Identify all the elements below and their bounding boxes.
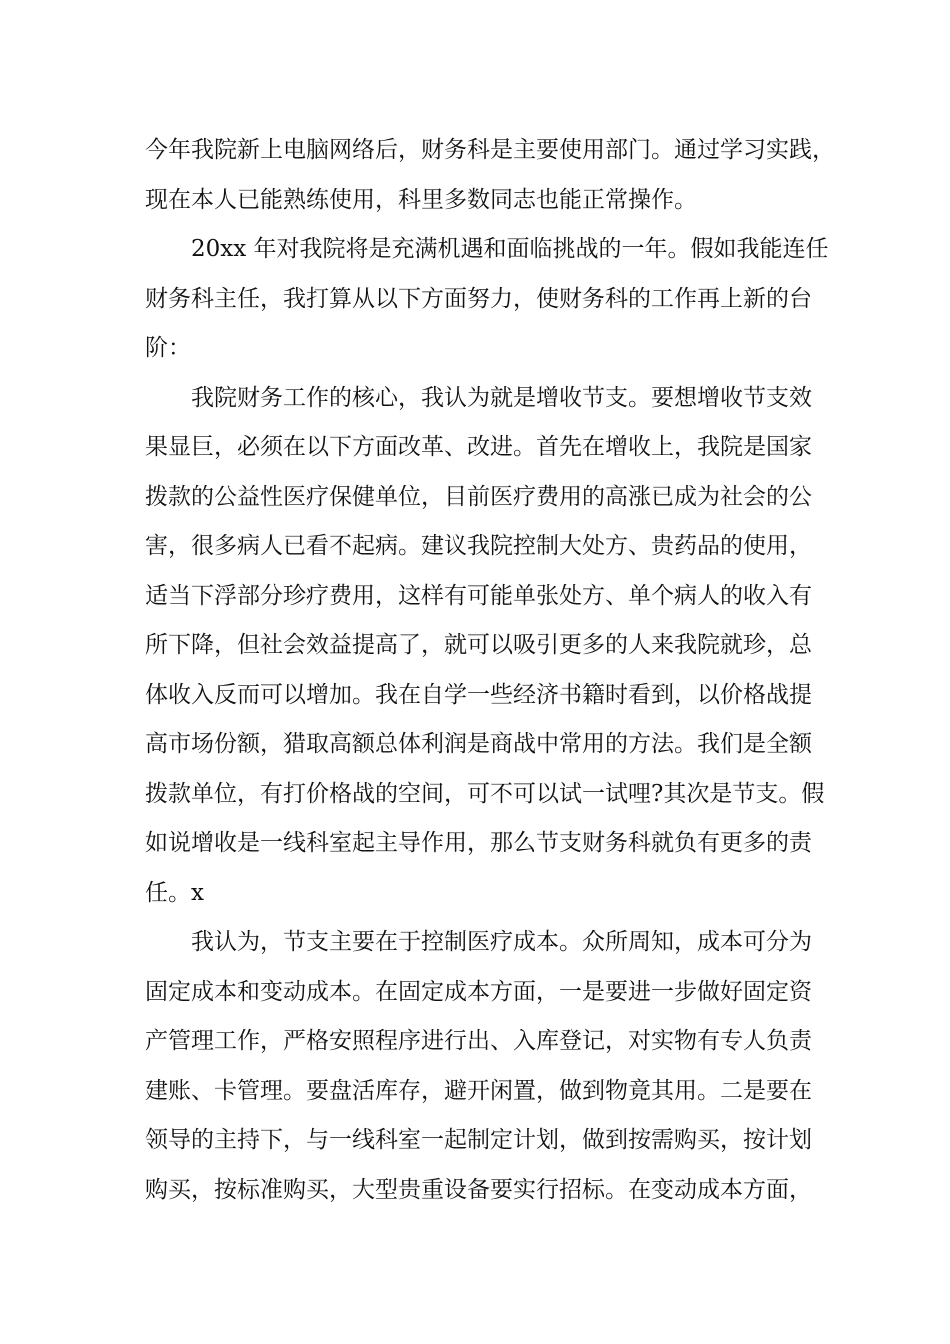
text-line: 果显巨，必须在以下方面改革、改进。首先在增收上，我院是国家 — [145, 434, 812, 460]
text-line: 20xx 年对我院将是充满机遇和面临挑战的一年。假如我能连任 — [145, 236, 829, 262]
text-line: 固定成本和变动成本。在固定成本方面，一是要进一步做好固定资 — [145, 978, 812, 1005]
text-line: 领导的主持下，与一线科室一起制定计划，做到按需购买，按计划 — [145, 1127, 812, 1153]
text-line: 拨款单位，有打价格战的空间，可不可以试一试哩?其次是节支。假 — [145, 780, 825, 807]
text-line: 害，很多病人已看不起病。建议我院控制大处方、贵药品的使用， — [145, 533, 812, 559]
text-line: 我认为，节支主要在于控制医疗成本。众所周知，成本可分为 — [145, 929, 812, 955]
text-line: 适当下浮部分珍疗费用，这样有可能单张处方、单个病人的收入有 — [145, 582, 812, 609]
text-line: 购买，按标准购买，大型贵重设备要实行招标。在变动成本方面， — [145, 1176, 812, 1203]
text-line: 财务科主任，我打算从以下方面努力，使财务科的工作再上新的台 — [145, 285, 812, 312]
text-line: 如说增收是一线科室起主导作用，那么节支财务科就负有更多的责 — [145, 830, 812, 856]
paragraph — [145, 374, 845, 919]
text-line: 今年我院新上电脑网络后，财务科是主要使用部门。通过学习实践， — [145, 137, 835, 163]
text-line: 阶： — [145, 335, 191, 361]
text-line: 体收入反而可以增加。我在自学一些经济书籍时看到，以价格战提 — [145, 681, 812, 708]
text-line: 现在本人已能熟练使用，科里多数同志也能正常操作。 — [145, 186, 697, 213]
text-line: 我院财务工作的核心，我认为就是增收节支。要想增收节支效 — [145, 384, 812, 411]
text-line: 所下降，但社会效益提高了，就可以吸引更多的人来我院就珍，总 — [145, 632, 812, 658]
text-line: 任。x — [145, 879, 204, 906]
text-line: 建账、卡管理。要盘活库存，避开闲置，做到物竟其用。二是要在 — [145, 1077, 812, 1104]
paragraph — [145, 918, 845, 1215]
text-line: 拨款的公益性医疗保健单位，目前医疗费用的高涨已成为社会的公 — [145, 483, 812, 510]
paragraph — [145, 225, 845, 374]
text-line: 产管理工作，严格安照程序进行出、入库登记，对实物有专人负责 — [145, 1028, 812, 1054]
document-body — [145, 126, 845, 1215]
text-line: 高市场份额，猎取高额总体利润是商战中常用的方法。我们是全额 — [145, 731, 812, 757]
paragraph — [145, 126, 845, 225]
